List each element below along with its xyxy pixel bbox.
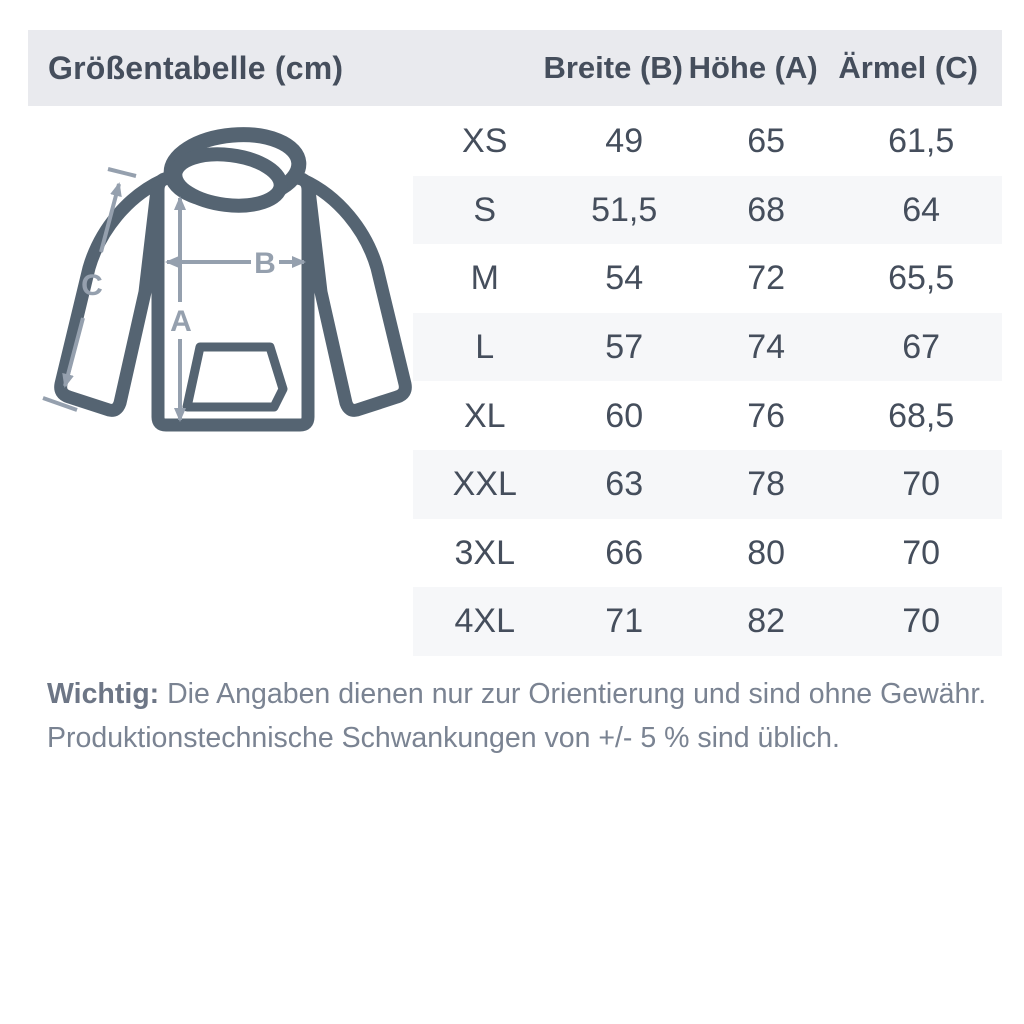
breite-cell: 66 [605,533,644,572]
dimension-label-b: B [254,247,276,280]
size-cell: 3XL [454,533,515,572]
table-row [413,381,1002,450]
size-cell: XS [462,122,508,161]
breite-cell: 60 [605,396,644,435]
table-row [413,587,1002,656]
hoodie-diagram-svg [30,118,430,453]
column-header-breite: Breite (B) [543,50,683,85]
size-cell: XXL [452,465,517,504]
table-row [413,313,1002,382]
table-header-band [28,30,1002,106]
breite-cell: 71 [605,602,644,641]
disclaimer-line2: Produktionstechnische Schwankungen von +/- 5 % sind üblich. [47,722,840,754]
aermel-cell: 68,5 [888,396,955,435]
disclaimer-line1: Die Angaben dienen nur zur Orientierung und sind ohne Gewähr. [167,678,987,710]
breite-cell: 54 [605,259,644,298]
table-row [413,450,1002,519]
hoehe-cell: 80 [747,533,786,572]
kangaroo-pocket [187,347,283,407]
size-table [413,107,1002,656]
size-cell: XL [463,396,506,435]
disclaimer-note [47,672,987,760]
aermel-cell: 61,5 [888,122,955,161]
aermel-cell: 65,5 [888,259,955,298]
hoehe-cell: 82 [747,602,786,641]
aermel-cell: 70 [902,602,941,641]
breite-cell: 57 [605,328,644,367]
breite-cell: 51,5 [591,190,658,229]
table-row [413,176,1002,245]
dimension-label-c: C [81,269,103,302]
column-header-aermel: Ärmel (C) [838,50,978,85]
aermel-cell: 64 [902,190,941,229]
hoehe-cell: 74 [747,328,786,367]
breite-cell: 63 [605,465,644,504]
aermel-cell: 70 [902,533,941,572]
hoehe-cell: 76 [747,396,786,435]
table-row [413,244,1002,313]
hoehe-cell: 78 [747,465,786,504]
disclaimer-emphasis: Wichtig: [47,678,160,710]
sleeve-arrow-c-top-tick [108,169,136,176]
hoehe-cell: 65 [747,122,786,161]
aermel-cell: 67 [902,328,941,367]
size-cell: S [473,190,497,229]
page-title: Größentabelle (cm) [48,49,344,86]
dimension-label-a: A [170,305,192,338]
hoehe-cell: 72 [747,259,786,298]
column-header-hoehe: Höhe (A) [688,50,818,85]
breite-cell: 49 [605,122,644,161]
hoodie-diagram [30,118,430,453]
size-cell: M [470,259,499,298]
right-sleeve-outline [303,180,405,410]
table-row [413,107,1002,176]
column-headers [400,30,989,106]
aermel-cell: 70 [902,465,941,504]
hoehe-cell: 68 [747,190,786,229]
size-cell: L [475,328,495,367]
table-row [413,519,1002,588]
size-cell: 4XL [454,602,515,641]
